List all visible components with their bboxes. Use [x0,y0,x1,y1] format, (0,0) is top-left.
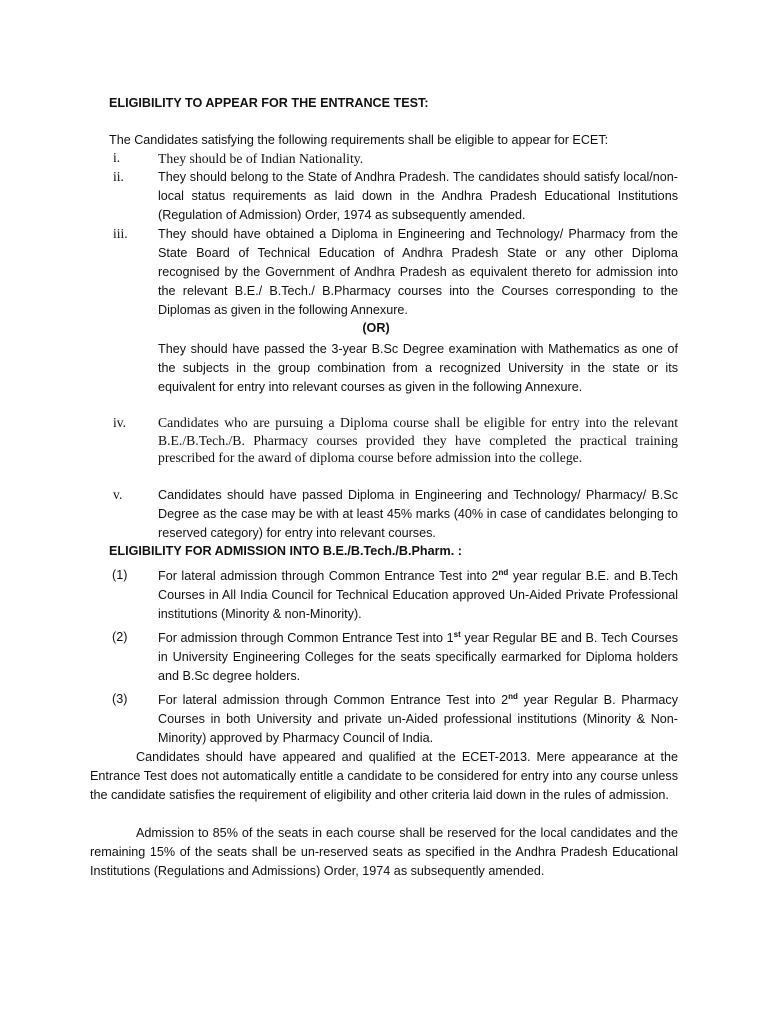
list-text: They should be of Indian Nationality. [158,151,364,166]
or-label: (OR) [362,321,390,335]
list-number: i. [113,150,121,165]
list-number: (2) [112,630,128,644]
text-after: year regular B.E. and B.Tech Courses in All India Council for Technical Education approved Un-Aided Private Professional institutions (Minority & non-Minority). [158,569,679,621]
text-before: For lateral admission through Common Entrance Test into 2 [158,693,509,707]
list-number: (3) [112,692,128,706]
ordinal-suffix: st [453,629,461,639]
list-text [158,691,678,748]
ordinal-suffix: nd [508,691,518,701]
text-after: year Regular BE and B. Tech Courses in University Engineering Colleges for the seats specifically earmarked for Diploma holders and B.Sc degree holders. [158,631,679,683]
text-before: For lateral admission through Common Entrance Test into 2 [158,569,499,583]
heading-eligibility-admission: ELIGIBILITY FOR ADMISSION INTO B.E./B.Tech./B.Pharm. : [109,544,462,558]
list-text [158,629,678,686]
heading-eligibility-entrance: ELIGIBILITY TO APPEAR FOR THE ENTRANCE TEST: [109,96,429,110]
ordinal-suffix: nd [498,567,509,577]
list-number: iv. [113,415,126,430]
list-number: (1) [112,568,128,582]
list-number: ii. [113,169,124,184]
intro-text: The Candidates satisfying the following requirements shall be eligible to appear for ECET: [109,133,609,147]
text-after: year Regular B. Pharmacy Courses in both University and private un-Aided professional institutions (Minority & Non-Minority) approved by Pharmacy Council of India. [158,693,678,745]
text-before: For admission through Common Entrance Test into 1 [158,631,454,645]
or-paragraph: They should have passed the 3-year B.Sc Degree examination with Mathematics as one of the subjects in the group combination from a recognized University in the state or its equivalent for entry into relevant courses as given in the following Annexure. [158,342,678,394]
paragraph-ecet-qualification: Candidates should have appeared and qualified at the ECET-2013. Mere appearance at the Entrance Test does not automatically entitle a candidate to be considered for entry into any course unless the candidate satisfies the requirement of eligibility and other criteria laid down in the rules of admission. [90,750,678,802]
list-text: They should have obtained a Diploma in Engineering and Technology/ Pharmacy from the State Board of Technical Education of Andhra Pradesh State or any other Diploma recognised by the Government of Andhra Pradesh as equivalent thereto for admission into the relevant B.E./ B.Tech./ B.Pharmacy courses into the Courses corresponding to the Diplomas as given in the following Annexure. [158,227,678,317]
list-number: v. [113,487,123,502]
list-number: iii. [113,226,128,241]
paragraph-seat-reservation: Admission to 85% of the seats in each course shall be reserved for the local candidates and the remaining 15% of the seats shall be un-reserved seats as specified in the Andhra Pradesh Educational Institutions (Regulations and Admissions) Order, 1974 as subsequently amended. [90,826,678,878]
list-text: Candidates who are pursuing a Diploma course shall be eligible for entry into the relevant B.E./B.Tech./B. Pharmacy courses provided they have completed the practical training prescribed for the award of diploma course before admission into the college. [158,415,678,465]
list-text: They should belong to the State of Andhra Pradesh. The candidates should satisfy local/non-local status requirements as laid down in the Andhra Pradesh Educational Institutions (Regulation of Admission) Order, 1974 as subsequently amended. [158,170,678,222]
list-text: Candidates should have passed Diploma in Engineering and Technology/ Pharmacy/ B.Sc Degree as the case may be with at least 45% marks (40% in case of candidates belonging to reserved category) for entry into relevant courses. [158,488,678,540]
list-text [158,567,678,624]
